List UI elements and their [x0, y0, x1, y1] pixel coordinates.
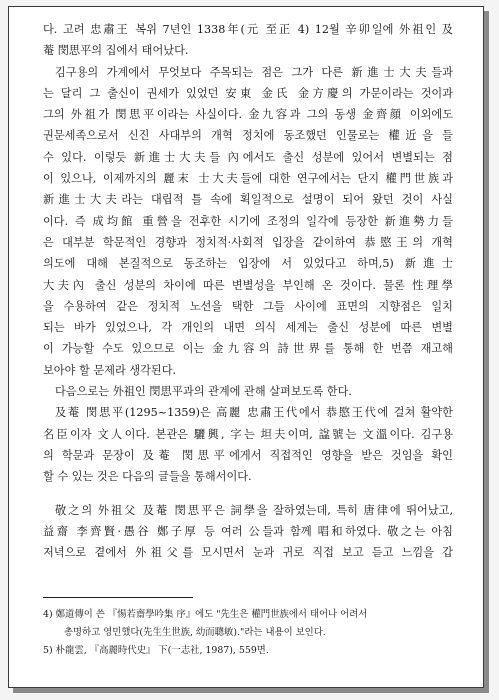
paragraph [43, 62, 453, 381]
footnote-divider [43, 597, 193, 598]
text-line: 이 가능할 수도 있으므로 이는 金九容의 詩世界를 통해 한 번쯤 재고해 [43, 342, 453, 356]
footnote-line: 5) 朴龍雲, 『高麗時代史』 下(一志社, 1987), 559면. [43, 645, 269, 656]
paragraph [43, 19, 453, 62]
text-line: 저녁으로 곁에서 外祖父를 모시면서 눈과 귀로 직접 보고 듣고 느낌을 갑 [43, 546, 453, 560]
text-line: 은 대부분 학문적인 경향과 정치적·사회적 입장을 같이하여 恭愍王의 개혁 [43, 235, 453, 249]
text-line: 의 학문과 문장이 及菴 閔思平에게서 직접적인 영향을 받은 것임을 확인 [43, 448, 453, 462]
body-text [43, 19, 453, 563]
text-line: 及菴 閔思平(1295~1359)은 高麗 忠肅王代에서 恭愍王代에 걸쳐 활약한 [55, 406, 453, 420]
text-line: 는 달리 그 출신이 권세가 있었던 安東 金氏 金方慶의 가문이라는 것이과 [43, 86, 453, 100]
text-line: 할 수 있는 것은 다음의 글들을 통해서이다. [43, 470, 252, 484]
paragraph [43, 402, 453, 487]
text-line: 이 있으나, 이제까지의 麗末 士大夫들에 대한 연구에서는 단지 權門世族과 [43, 172, 453, 186]
text-line: 되는 바가 있었으나, 각 개인의 내면 의식 세계는 출신 성분에 따른 변별 [43, 321, 453, 335]
footnote-line: 총명하고 영민했다(先生生世族, 幼而聰敏)."라는 내용이 보인다. [64, 627, 326, 638]
text-line: 보아야 할 문제라 생각된다. [43, 363, 177, 377]
paragraph [43, 381, 453, 402]
footnote-line: 4) 鄭道傳이 쓴 『惕若齋學吟集 序』에도 "先生은 權門世族에서 태어나 어려서 [43, 609, 368, 620]
text-line: 益齋 李齊賢·愚谷 鄭子厚 등 여러 公들과 함께 唱和하였다. 敬之는 아침 [43, 524, 453, 538]
text-line: 김구용의 가계에서 무엇보다 주목되는 점은 그가 다른 新進士大夫들과 [55, 65, 453, 79]
text-line: 권문세족으로서 신진 사대부의 개혁 정치에 동조했던 인물로는 權近을 들 [43, 129, 453, 143]
text-line: 의도에 대해 본질적으로 동조하는 입장에 서 있었다고 하며,5) 新進士 [43, 257, 453, 271]
text-line: 수 있다. 이렇듯 新進士大夫들 內에서도 출신 성분에 있어서 변별되는 점 [43, 150, 453, 164]
document-page [8, 6, 484, 688]
text-line: 이다. 즉 成均館 重營을 전후한 시기에 조정의 일각에 등장한 新進勢力들 [43, 214, 453, 228]
text-line: 菴 閔思平의 집에서 태어났다. [43, 44, 189, 58]
text-line: 新進士大夫라는 대립적 틀 속에 획일적으로 설명이 되어 왔던 것이 사실 [43, 193, 453, 207]
text-line: 다음으로는 外祖인 閔思平과의 관계에 관해 살펴보도록 한다. [55, 385, 352, 399]
block-quote [43, 500, 453, 564]
text-line: 다. 고려 忠肅王 복위 7년인 1338年(元 至正 4) 12월 辛卯일에 外祖인 及 [43, 23, 453, 36]
text-line: 大夫內 출신 성분의 차이에 따른 변별성을 부인해 온 것이다. 물론 性理學 [43, 278, 453, 292]
text-line: 敬之의 外祖父 及菴 閔思平은 詞學을 잘하였는데, 특히 唐律에 뛰어났고, [55, 503, 453, 517]
text-line: 名臣이자 文人이다. 본관은 驪興, 字는 坦夫이며, 諡號는 文溫이다. 김구용 [43, 427, 453, 441]
text-line: 을 수용하여 같은 정치적 노선을 택한 그들 사이에 표면의 지향점은 일치 [43, 299, 453, 313]
footnotes [43, 597, 453, 660]
text-line: 그의 外祖가 閔思平이라는 사실이다. 金九容과 그의 동생 金齊顔 이외에도 [43, 108, 453, 122]
